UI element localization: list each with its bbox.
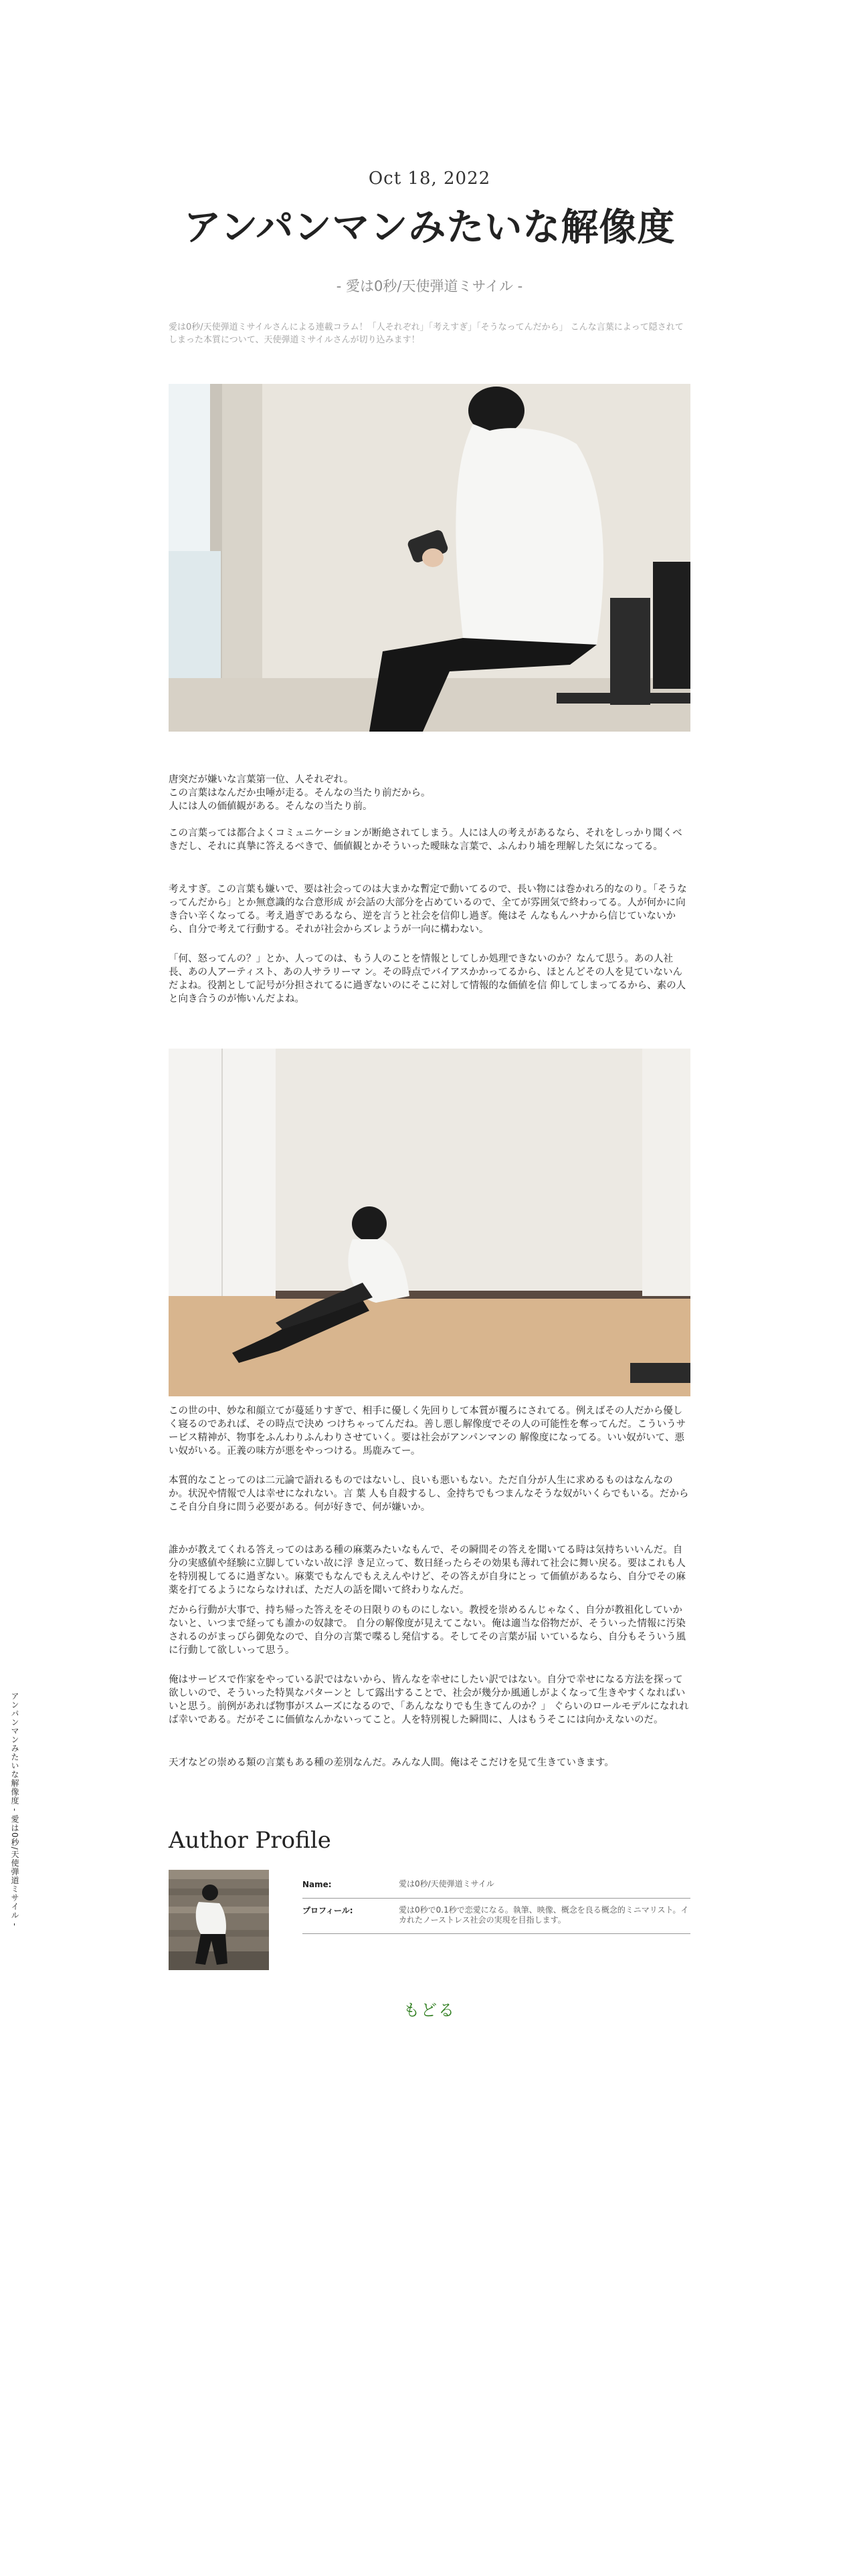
side-vertical-title: アンパンマンみたいな解像度 - 愛は0秒/天使弾道ミサイル - <box>10 1692 19 1927</box>
paragraph-3: 考えすぎ。この言葉も嫌いで、要は社会ってのは大まかな暫定で動いてるので、長い物には巻かれろ的なのり。「そうなってんだから」とか無意識的な合意形成 が会話の大部分を占めているので、全てが雰囲気で終わってる。人が何かに向き合い辛くなってる。考え過ぎであるなら、逆を言うと社会を信仰し過ぎ。俺はそ んなもんハナから信じていないから、自分で考えて行動する。それが社会からズレようが一向に構わない。 <box>169 884 687 935</box>
page-subtitle: - 愛は0秒/天使弾道ミサイル - <box>336 278 523 294</box>
author-name-value: 愛は0秒/天使弾道ミサイル <box>399 1879 494 1889</box>
post-date: Oct 18, 2022 <box>368 169 491 189</box>
author-profile-value: 愛は0秒で0.1秒で恋愛になる。執筆、映像、概念を良る概念的ミニマリスト。イカれたノーストレス社会の実現を目指します。 <box>399 1905 689 1925</box>
author-name-row <box>302 1872 690 1899</box>
paragraph-5: この世の中、妙な和顔立てが蔓延りすぎで、相手に優しく先回りして本質が覆ろにされてる。例えばその人だから優しく寝るのであれば、その時点で決め つけちゃってんだね。善し悪し解像度でその人の可能性を奪ってんだ。こういうサービス精神が、物事をふんわりふんわりさせていく。要は社会がアンパンマンの 解像度になってる。いい奴がいて、悪い奴がいる。正義の味方が悪をやっつける。馬鹿みてー。 <box>169 1406 686 1457</box>
paragraph-4: 「何、怒ってんの？」とか、人ってのは、もう人のことを情報としてしか処理できないのか？なんて思う。あの人社長、あの人アーティスト、あの人サラリーマ ン。その時点でバイアスかかってるから、ほとんどその人を見ていないんだよね。役割として記号が分担されてるに過ぎないのにそこに対して情報的な価値を信 仰してしまってるから、素の人と向き合うのが怖いんだよね。 <box>169 954 686 1004</box>
paragraph-8: だから行動が大事で、持ち帰った答えをその日限りのものにしない。教授を崇めるんじゃなく、自分が教祖化していかないと、いつまで経っても誰かの奴隷で。 自分の解像度が見えてこない。俺は適当な俗物だが、そういった情報に汚染されるのがまっぴら御免なので、自分の言葉で喋るし発信する。そしてその言葉が届 いているなら、自分もそういう風に行動して欲しいって思う。 <box>169 1605 686 1656</box>
author-name-label: Name: <box>302 1880 332 1889</box>
article-photo-2 <box>169 1049 690 1396</box>
author-profile-table <box>302 1872 690 1934</box>
paragraph-10: 天才などの崇める類の言葉もある種の差別なんだ。みんな人間。俺はそこだけを見て生きていきます。 <box>169 1757 614 1768</box>
page-title: アンパンマンみたいな解像度 <box>183 206 676 249</box>
paragraph-9: 俺はサービスで作家をやっている訳ではないから、皆んなを幸せにしたい訳ではない。自分で幸せになる方法を探って欲しいので、そういった特異なパターンと して露出することで、社会が幾分か風通しがよくなって生きやすくなればいいと思う。前例があれば物事がスムーズになるので、「あんななりでも生きてんのか？」 ぐらいのロールモデルになれれば幸いである。だがそこに価値なんかないってこと。人を特別視した瞬間に、人はもうそこには向かえないのだ。 <box>169 1675 689 1725</box>
paragraph-7: 誰かが教えてくれる答えってのはある種の麻薬みたいなもんで、その瞬間その答えを聞いてる時は気持ちいいんだ。自分の実感値や経験に立脚していない故に浮 き足立って、数日経ったらその効果も薄れて社会に舞い戻る。要はこれも人を特別視してるに過ぎない。麻薬でもなんでもええんやけど、その答えが自身にとっ て価値があるなら、自分でその麻薬を打てるようにならなければ、ただ人の話を聞いて終わりなんだ。 <box>169 1545 686 1596</box>
lead-text: 愛は0秒/天使弾道ミサイルさんによる連載コラム！「人それぞれ」「考えすぎ」「そうなってんだから」 こんな言葉によって隠されてしまった本質について、天使弾道ミサイルさんが切り込みます！ <box>169 322 684 345</box>
author-profile-heading: Author Profile <box>169 1827 331 1854</box>
article-photo-1 <box>169 384 690 732</box>
author-profile-row <box>302 1899 690 1934</box>
paragraph-2: この言葉っては都合よくコミュニケーションが断絶されてしまう。人には人の考えがあるなら、それをしっかり聞くべきだし、それに真摯に答えるべきで、価値観とかそういった曖昧な言葉で、ふんわり埔を理解した気になってる。 <box>169 828 682 852</box>
author-photo <box>169 1870 269 1970</box>
author-profile-label: プロフィール: <box>302 1906 353 1915</box>
paragraph-1: 唐突だが嫌いな言葉第一位、人それぞれ。 この言葉はなんだか虫唾が走る。そんなの当たり前だから。 人には人の価値観がある。そんなの当たり前。 <box>169 774 431 812</box>
paragraph-6: 本質的なことってのは二元論で語れるものではないし、良いも悪いもない。ただ自分が人生に求めるものはなんなのか。状況や情報で人は幸せになれない。言 葉 人も自殺するし、金持ちでもつまんなそうな奴がいくらでもいる。だからこそ自分自身に問う必要がある。何が好きで、何が嫌いか。 <box>169 1475 689 1513</box>
back-link[interactable]: もどる <box>403 2001 456 2020</box>
